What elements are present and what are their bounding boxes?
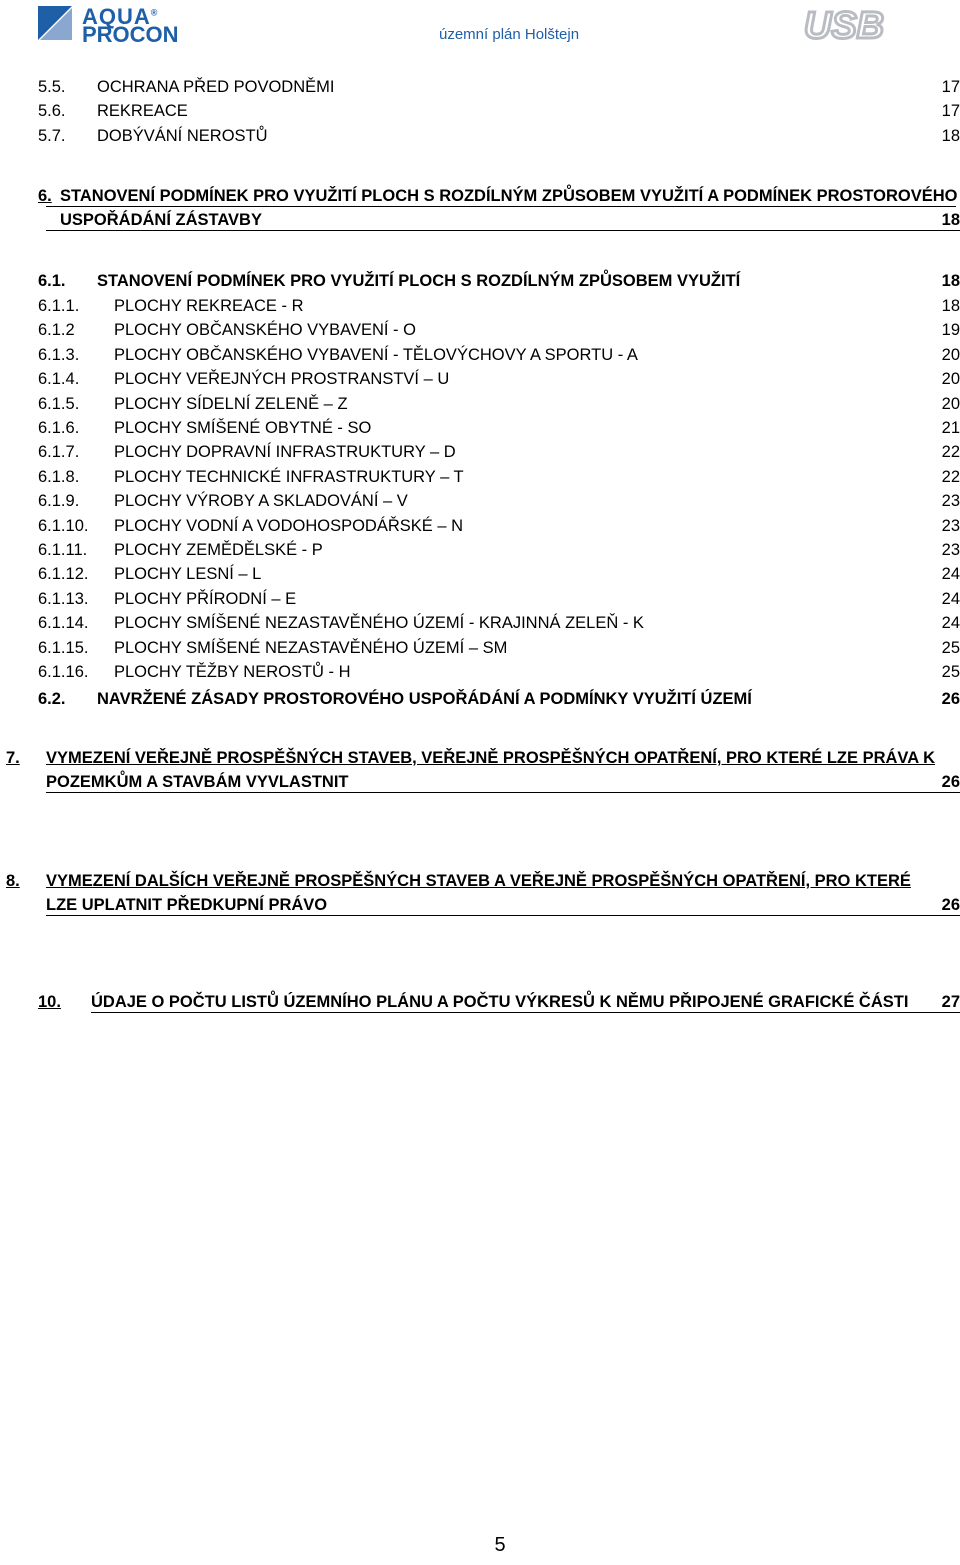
toc-chapter-8[interactable] bbox=[0, 869, 960, 917]
chapter-7-underline bbox=[46, 792, 960, 793]
toc-title: PLOCHY VEŘEJNÝCH PROSTRANSTVÍ – U bbox=[114, 370, 450, 389]
toc-page: 18 bbox=[941, 272, 960, 290]
toc-number: 6.1.3. bbox=[38, 345, 80, 364]
toc-section-6-2[interactable] bbox=[0, 688, 960, 710]
chapter-10-title-line1: ÚDAJE O POČTU LISTŮ ÚZEMNÍHO PLÁNU A POČTU VÝKRESŮ K NĚMU PŘIPOJENÉ GRAFICKÉ ČÁSTI bbox=[91, 993, 909, 1011]
toc-title: PLOCHY REKREACE - R bbox=[114, 297, 304, 315]
toc-entry[interactable] bbox=[0, 563, 960, 585]
chapter-8-number: 8. bbox=[6, 872, 20, 890]
chapter-10-underline bbox=[91, 1012, 960, 1013]
toc-entry[interactable] bbox=[0, 125, 960, 147]
toc-number: 6.1.9. bbox=[38, 492, 80, 511]
toc-entry[interactable] bbox=[0, 515, 960, 537]
toc-number: 6.1.15. bbox=[38, 638, 89, 657]
chapter-6-title-line1: STANOVENÍ PODMÍNEK PRO VYUŽITÍ PLOCH S ROZDÍLNÝM ZPŮSOBEM VYUŽITÍ A PODMÍNEK PROSTOROVÉHO bbox=[60, 187, 958, 205]
toc-title: OCHRANA PŘED POVODNĚMI bbox=[97, 78, 335, 96]
toc-title: STANOVENÍ PODMÍNEK PRO VYUŽITÍ PLOCH S ROZDÍLNÝM ZPŮSOBEM VYUŽITÍ bbox=[97, 272, 741, 290]
toc-title: REKREACE bbox=[97, 102, 188, 121]
aqua-procon-logo bbox=[36, 4, 186, 47]
chapter-8-title-line1: VYMEZENÍ DALŠÍCH VEŘEJNĚ PROSPĚŠNÝCH STAVEB A VEŘEJNĚ PROSPĚŠNÝCH OPATŘENÍ, PRO KTERÉ bbox=[46, 872, 911, 890]
toc-number: 6.2. bbox=[38, 690, 66, 708]
toc-page: 24 bbox=[941, 589, 960, 608]
chapter-6-page: 18 bbox=[941, 211, 960, 229]
toc-page: 17 bbox=[941, 102, 960, 121]
toc-page: 19 bbox=[941, 321, 960, 340]
usb-logo-text: USB bbox=[803, 5, 885, 44]
chapter-10-number: 10. bbox=[38, 993, 61, 1011]
toc-page: 22 bbox=[941, 467, 960, 486]
toc-page: 20 bbox=[941, 394, 960, 413]
toc-page: 21 bbox=[941, 419, 960, 437]
toc-title: DOBÝVÁNÍ NEROSTŮ bbox=[97, 126, 268, 145]
toc-page: 25 bbox=[941, 638, 960, 657]
toc-number: 6.1.13. bbox=[38, 589, 89, 608]
toc-entry[interactable] bbox=[0, 319, 960, 341]
toc-title: PLOCHY TĚŽBY NEROSTŮ - H bbox=[114, 663, 351, 681]
toc-page: 23 bbox=[941, 492, 960, 511]
toc-entry[interactable] bbox=[0, 393, 960, 415]
toc-title: PLOCHY OBČANSKÉHO VYBAVENÍ - TĚLOVÝCHOVY A SPORTU - A bbox=[114, 345, 638, 364]
toc-entry[interactable] bbox=[0, 637, 960, 659]
toc-title: PLOCHY SMÍŠENÉ NEZASTAVĚNÉHO ÚZEMÍ – SM bbox=[114, 638, 508, 657]
page-number: 5 bbox=[494, 1534, 506, 1556]
toc-page: 25 bbox=[941, 663, 960, 681]
chapter-8-title-line2: LZE UPLATNIT PŘEDKUPNÍ PRÁVO bbox=[46, 896, 328, 914]
toc-section-6-1[interactable] bbox=[0, 270, 960, 292]
chapter-7-title-line2: POZEMKŮM A STAVBÁM VYVLASTNIT bbox=[46, 773, 349, 791]
toc-entry[interactable] bbox=[0, 100, 960, 122]
chapter-6-title bbox=[60, 184, 957, 232]
chapter-10-title bbox=[91, 990, 908, 1014]
toc-number: 5.7. bbox=[38, 126, 66, 145]
toc-number: 6.1.14. bbox=[38, 614, 89, 633]
toc-entry[interactable] bbox=[0, 466, 960, 488]
toc-entry[interactable] bbox=[0, 417, 960, 439]
chapter-7-number: 7. bbox=[6, 749, 20, 767]
toc-number: 6.1.2 bbox=[38, 321, 75, 340]
toc-title: PLOCHY ZEMĚDĚLSKÉ - P bbox=[114, 541, 323, 559]
toc-entry[interactable] bbox=[0, 612, 960, 634]
chapter-8-title bbox=[46, 869, 911, 917]
logo-word-aqua: AQUA® bbox=[82, 4, 159, 29]
toc-entry[interactable] bbox=[0, 368, 960, 390]
toc-title: PLOCHY SMÍŠENÉ OBYTNÉ - SO bbox=[114, 419, 372, 437]
toc-title: PLOCHY VODNÍ A VODOHOSPODÁŘSKÉ – N bbox=[114, 516, 464, 535]
toc-number: 6.1. bbox=[38, 272, 66, 290]
document-title: územní plán Holštejn bbox=[439, 26, 580, 43]
toc-entry[interactable] bbox=[0, 661, 960, 683]
toc-number: 6.1.12. bbox=[38, 565, 89, 584]
toc-chapter-6[interactable] bbox=[0, 184, 960, 232]
chapter-10-page: 27 bbox=[941, 993, 960, 1011]
chapter-8-underline bbox=[46, 915, 960, 916]
toc-number: 5.5. bbox=[38, 78, 66, 96]
toc-title: PLOCHY PŘÍRODNÍ – E bbox=[114, 589, 297, 608]
toc-number: 6.1.5. bbox=[38, 394, 80, 413]
chapter-6-underline-2 bbox=[46, 230, 960, 231]
usb-logo-icon bbox=[800, 2, 888, 44]
toc-number: 6.1.4. bbox=[38, 370, 80, 389]
toc-page: 20 bbox=[941, 345, 960, 364]
toc-page: 24 bbox=[941, 614, 960, 633]
toc-entry[interactable] bbox=[0, 588, 960, 610]
toc-title: PLOCHY SMÍŠENÉ NEZASTAVĚNÉHO ÚZEMÍ - KRAJINNÁ ZELEŇ - K bbox=[114, 614, 644, 633]
toc-entry[interactable] bbox=[0, 344, 960, 366]
chapter-7-page: 26 bbox=[941, 773, 960, 791]
toc-page: 17 bbox=[941, 78, 960, 96]
toc-page: 20 bbox=[941, 370, 960, 389]
toc-number: 6.1.7. bbox=[38, 443, 80, 462]
aqua-procon-mark-icon bbox=[36, 4, 74, 42]
toc-entry[interactable] bbox=[0, 295, 960, 317]
toc-title: PLOCHY VÝROBY A SKLADOVÁNÍ – V bbox=[114, 492, 408, 511]
toc-page: 23 bbox=[941, 516, 960, 535]
toc-chapter-10[interactable] bbox=[0, 990, 960, 1014]
chapter-6-underline bbox=[46, 206, 956, 207]
chapter-6-title-line2: USPOŘÁDÁNÍ ZÁSTAVBY bbox=[60, 211, 262, 229]
toc-title: NAVRŽENÉ ZÁSADY PROSTOROVÉHO USPOŘÁDÁNÍ A PODMÍNKY VYUŽITÍ ÚZEMÍ bbox=[97, 690, 752, 708]
chapter-7-title bbox=[46, 746, 935, 794]
toc-title: PLOCHY DOPRAVNÍ INFRASTRUKTURY – D bbox=[114, 443, 456, 462]
toc-number: 6.1.16. bbox=[38, 663, 89, 681]
toc-number: 6.1.1. bbox=[38, 297, 80, 315]
toc-title: PLOCHY OBČANSKÉHO VYBAVENÍ - O bbox=[114, 321, 416, 340]
toc-number: 6.1.6. bbox=[38, 419, 80, 437]
toc-number: 6.1.10. bbox=[38, 516, 89, 535]
chapter-7-title-line1: VYMEZENÍ VEŘEJNĚ PROSPĚŠNÝCH STAVEB, VEŘEJNĚ PROSPĚŠNÝCH OPATŘENÍ, PRO KTERÉ LZE PRÁVA K bbox=[46, 749, 936, 767]
toc-number: 6.1.8. bbox=[38, 467, 80, 486]
toc-number: 6.1.11. bbox=[38, 541, 88, 559]
toc-page: 23 bbox=[941, 541, 960, 559]
toc-number: 5.6. bbox=[38, 102, 66, 121]
toc-page: 18 bbox=[941, 297, 960, 315]
toc-title: PLOCHY LESNÍ – L bbox=[114, 565, 262, 584]
toc-chapter-7[interactable] bbox=[0, 746, 960, 794]
toc-entry[interactable] bbox=[0, 539, 960, 561]
toc-page: 24 bbox=[941, 565, 960, 584]
toc-entry[interactable] bbox=[0, 490, 960, 512]
toc-title: PLOCHY SÍDELNÍ ZELENĚ – Z bbox=[114, 394, 348, 413]
toc-page: 26 bbox=[941, 690, 960, 708]
logo-word-procon: PROCON bbox=[82, 22, 179, 47]
chapter-6-number: 6. bbox=[38, 187, 52, 205]
chapter-8-page: 26 bbox=[941, 896, 960, 914]
toc-page: 18 bbox=[941, 126, 960, 145]
toc-entry[interactable] bbox=[0, 76, 960, 98]
toc-page: 22 bbox=[941, 443, 960, 462]
toc-title: PLOCHY TECHNICKÉ INFRASTRUKTURY – T bbox=[114, 467, 464, 486]
toc-entry[interactable] bbox=[0, 441, 960, 463]
